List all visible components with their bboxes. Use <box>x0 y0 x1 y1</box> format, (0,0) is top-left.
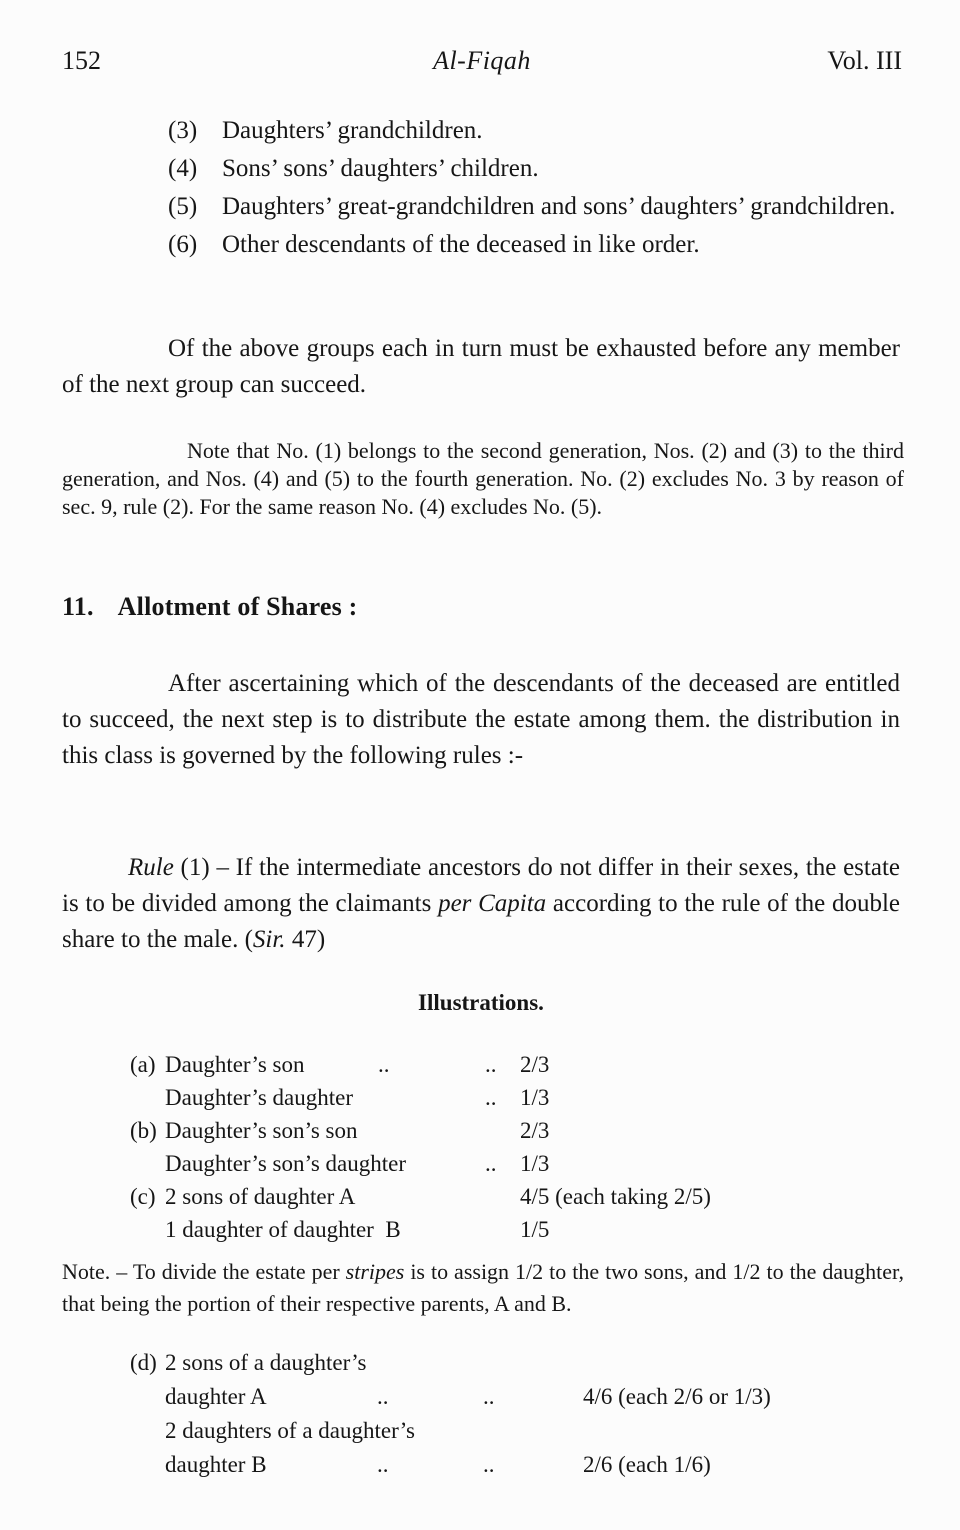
illustrations-table <box>62 1048 922 1246</box>
table-row <box>62 1448 942 1482</box>
paragraph-rule-1 <box>62 850 900 958</box>
rule-text: 47) <box>285 926 326 953</box>
row-leader-dots: .. <box>483 1452 495 1477</box>
row-share-value: 1/5 <box>520 1217 550 1242</box>
row-name: daughter B <box>165 1452 267 1477</box>
table-row <box>62 1180 922 1213</box>
table-row <box>62 1081 922 1114</box>
list-item-text: Daughters’ great-grandchildren and sons’ daughters’ grandchildren. <box>222 193 896 220</box>
section-heading <box>62 592 358 622</box>
row-leader-dots: .. <box>485 1085 497 1110</box>
volume-label: Vol. III <box>827 46 902 75</box>
list-item-number: (5) <box>168 193 198 220</box>
list-item <box>168 112 908 150</box>
row-label: (c) <box>130 1184 156 1209</box>
table-row <box>62 1346 942 1380</box>
row-name: Daughter’s son’s daughter <box>165 1151 407 1176</box>
row-share-value: 2/6 (each 1/6) <box>583 1452 711 1477</box>
row-label: (a) <box>130 1052 156 1077</box>
row-share-value: 2/3 <box>520 1118 550 1143</box>
row-name: daughter A <box>165 1384 267 1409</box>
row-leader-dots: .. <box>378 1052 390 1077</box>
paragraph-note-generations: Note that No. (1) belongs to the second generation, Nos. (2) and (3) to the third generation, and Nos. (4) and (5) to the fourth generation. No. (2) excludes No. 3 by reason of sec. 9, rule (2). For the same reason No. (4) excludes No. (5). <box>62 438 904 519</box>
row-name: Daughter’s daughter <box>165 1085 353 1110</box>
row-name: 2 sons of a daughter’s <box>165 1350 367 1375</box>
note-text: is to assign 1/2 to the two sons, and 1/2 to the daughter, that being the portion of their respective parents, A and B. <box>62 1259 905 1316</box>
list-item <box>168 226 908 264</box>
illustrations-heading: Illustrations. <box>418 990 544 1015</box>
book-title: Al-Fiqah <box>433 46 531 75</box>
row-name: 2 daughters of a daughter’s <box>165 1418 415 1443</box>
row-leader-dots: .. <box>377 1384 389 1409</box>
row-name: 2 sons of daughter A <box>165 1184 356 1209</box>
rule-label: Rule <box>128 854 174 881</box>
row-label: (b) <box>130 1118 157 1143</box>
row-label: (d) <box>130 1350 157 1375</box>
row-share-value: 2/3 <box>520 1052 550 1077</box>
list-item-text: Sons’ sons’ daughters’ children. <box>222 155 539 182</box>
list-item-number: (3) <box>168 117 198 144</box>
paragraph-after-ascertaining: After ascertaining which of the descendants of the deceased are entitled to succeed, the next step is to distribute the estate among them. the distribution in this class is governed by the following rules :- <box>62 670 900 769</box>
table-row <box>62 1147 922 1180</box>
row-leader-dots: .. <box>483 1384 495 1409</box>
row-share-value: 1/3 <box>520 1151 550 1176</box>
table-row <box>62 1048 922 1081</box>
table-row <box>62 1414 942 1448</box>
list-item-number: (6) <box>168 231 198 258</box>
rule-text: (1) – If the intermediate ancestors do not differ in their sexes, the estate is to be divided among the claimants <box>62 854 900 917</box>
paragraph-groups: Of the above groups each in turn must be exhausted before any member of the next group can succeed. <box>62 335 900 398</box>
page-number: 152 <box>62 46 101 75</box>
row-share-value: 4/6 (each 2/6 or 1/3) <box>583 1384 771 1409</box>
row-share-value: 1/3 <box>520 1085 550 1110</box>
section-number: 11. <box>62 592 94 621</box>
row-leader-dots: .. <box>485 1151 497 1176</box>
list-item-number: (4) <box>168 155 198 182</box>
row-share-value: 4/5 (each taking 2/5) <box>520 1184 711 1209</box>
table-row <box>62 1213 922 1246</box>
page-header <box>62 46 902 80</box>
table-row <box>62 1114 922 1147</box>
note-text: Note. – To divide the estate per <box>62 1259 346 1284</box>
rule-sir-citation: Sir. <box>252 926 286 953</box>
section-title: Allotment of Shares : <box>117 592 358 621</box>
row-name: Daughter’s son <box>165 1052 305 1077</box>
rule-per-capita: per Capita <box>438 890 547 917</box>
row-leader-dots: .. <box>377 1452 389 1477</box>
row-leader-dots: .. <box>485 1052 497 1077</box>
descendant-list <box>168 112 908 264</box>
row-name: Daughter’s son’s son <box>165 1118 358 1143</box>
rule-text: according to the rule of the double share to the male. ( <box>62 890 900 953</box>
list-item <box>168 150 908 188</box>
list-item-text: Daughters’ grandchildren. <box>222 117 483 144</box>
row-name: 1 daughter of daughter B <box>165 1217 401 1242</box>
list-item-text: Other descendants of the deceased in like order. <box>222 231 700 258</box>
example-d-table <box>62 1346 942 1482</box>
note-stripes-term: stripes <box>345 1259 405 1284</box>
list-item <box>168 188 908 226</box>
paragraph-note-stripes <box>62 1256 904 1320</box>
table-row <box>62 1380 942 1414</box>
